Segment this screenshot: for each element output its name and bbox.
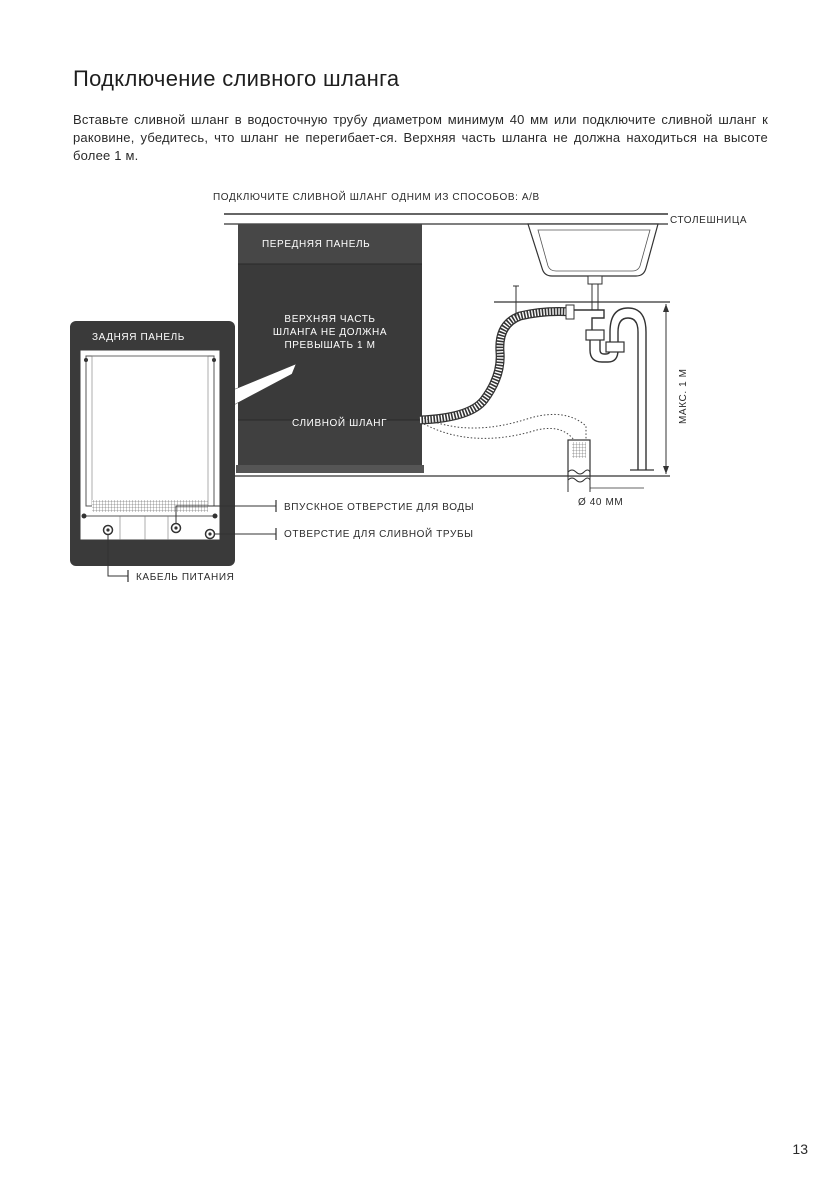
instruction-paragraph: Вставьте сливной шланг в водосточную трубу диаметром минимум 40 мм или подключите сливной шланг к раковине, убедитесь, что шланг не перегибает-ся. Верхняя часть шланга не должна находиться на высоте более 1 м. [73, 112, 768, 163]
height-note-line2: ШЛАНГА НЕ ДОЛЖНА [272, 327, 388, 338]
max-height-dimension [663, 304, 669, 474]
drain-outlet-label: ОТВЕРСТИЕ ДЛЯ СЛИВНОЙ ТРУБЫ [284, 529, 474, 540]
page-number: 13 [792, 1141, 808, 1157]
water-inlet-label: ВПУСКНОЕ ОТВЕРСТИЕ ДЛЯ ВОДЫ [284, 502, 475, 513]
power-cable-label: КАБЕЛЬ ПИТАНИЯ [136, 572, 235, 583]
sink [528, 224, 658, 310]
height-note-line1: ВЕРХНЯЯ ЧАСТЬ [284, 314, 376, 325]
countertop-label: СТОЛЕШНИЦА [670, 215, 748, 226]
back-panel-view [70, 321, 235, 566]
back-panel-label: ЗАДНЯЯ ПАНЕЛЬ [92, 332, 185, 343]
height-note-line3: ПРЕВЫШАТЬ 1 М [284, 340, 376, 351]
countertop [224, 214, 668, 224]
corrugated-drain-hose [420, 305, 574, 420]
pipe-diameter-label: Ø 40 ММ [578, 497, 624, 508]
diagram-heading: ПОДКЛЮЧИТЕ СЛИВНОЙ ШЛАНГ ОДНИМ ИЗ СПОСОБОВ: А/В [213, 192, 540, 203]
max-height-label: МАКС. 1 М [678, 368, 689, 424]
page-title: Подключение сливного шланга [73, 66, 400, 91]
alternative-hose-path [424, 424, 574, 440]
drain-hose-label: СЛИВНОЙ ШЛАНГ [292, 418, 388, 429]
floor-drain-pipe [568, 440, 644, 492]
front-panel-label: ПЕРЕДНЯЯ ПАНЕЛЬ [262, 239, 371, 250]
